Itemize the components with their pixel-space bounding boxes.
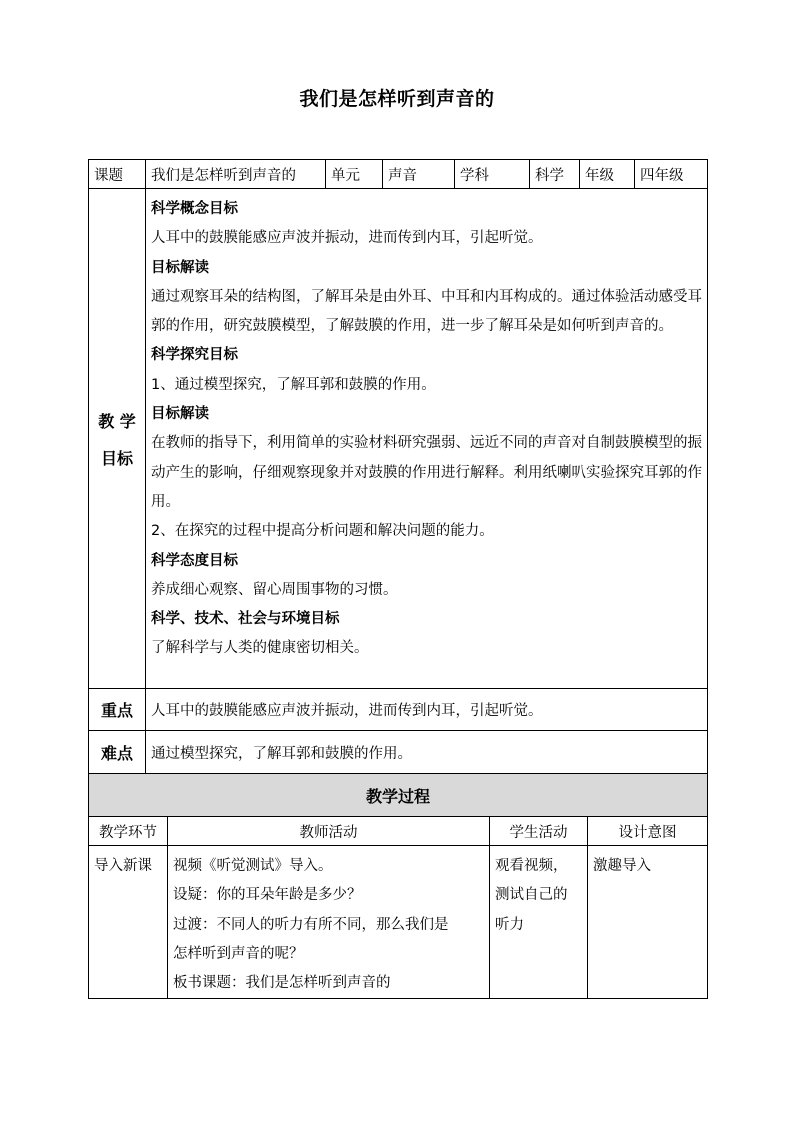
header-row	[89, 160, 708, 189]
teacher-line: 过渡：不同人的听力有所不同，那么我们是	[173, 916, 449, 933]
grade-value: 四年级	[635, 160, 708, 189]
process-row-intro	[89, 846, 708, 999]
interpret1-text: 通过观察耳朵的结构图，了解耳朵是由外耳、中耳和内耳构成的。通过体验活动感受耳郭的作用，研究鼓膜模型，了解鼓膜的作用，进一步了解耳朵是如何听到声音的。	[151, 288, 702, 335]
stage-text: 导入新课	[94, 858, 152, 874]
col-stage-header: 教学环节	[89, 817, 168, 846]
inquiry-item2: 2、在探究的过程中提高分析问题和解决问题的能力。	[151, 523, 494, 540]
difficult-point-text: 通过模型探究，了解耳郭和鼓膜的作用。	[146, 731, 708, 774]
lesson-info-table	[88, 159, 708, 774]
col-student-header: 学生活动	[490, 817, 588, 846]
process-header-row	[89, 817, 708, 846]
objectives-label-line1: 教 学	[98, 411, 136, 431]
objectives-label-line2: 目标	[100, 448, 133, 468]
interpret2-heading: 目标解读	[151, 406, 209, 423]
subject-value: 科学	[530, 160, 580, 189]
interpret2-text: 在教师的指导下，利用简单的实验材料研究强弱、远近不同的声音对自制鼓膜模型的振动产生的影响，仔细观察现象并对鼓膜的作用进行解释。利用纸喇叭实验探究耳郭的作用。	[151, 435, 702, 510]
concept-text: 人耳中的鼓膜能感应声波并振动，进而传到内耳，引起听觉。	[151, 230, 543, 247]
key-point-label: 重点	[89, 689, 146, 731]
key-point-text: 人耳中的鼓膜能感应声波并振动，进而传到内耳，引起听觉。	[146, 689, 708, 731]
student-line: 听力	[495, 916, 524, 933]
student-line: 观看视频，	[495, 858, 568, 874]
student-activity-cell	[490, 846, 588, 999]
teacher-line: 怎样听到声音的呢？	[173, 945, 304, 962]
difficult-point-label: 难点	[89, 731, 146, 774]
teaching-process-table	[88, 773, 708, 999]
teacher-line: 板书课题：我们是怎样听到声音的	[173, 975, 391, 992]
concept-heading: 科学概念目标	[151, 201, 238, 217]
unit-value: 声音	[383, 160, 455, 189]
process-band-title: 教学过程	[89, 774, 708, 817]
design-intent-cell	[588, 846, 708, 999]
sts-heading: 科学、技术、社会与环境目标	[151, 611, 340, 628]
inquiry-item1: 1、通过模型探究，了解耳郭和鼓膜的作用。	[151, 376, 436, 393]
objectives-row	[89, 189, 708, 689]
subject-label: 学科	[455, 160, 530, 189]
difficult-point-row	[89, 731, 708, 774]
stage-cell	[89, 846, 168, 999]
intent-text: 激趣导入	[593, 858, 651, 874]
teacher-line: 设疑：你的耳朵年龄是多少？	[173, 887, 362, 904]
document-title: 我们是怎样听到声音的	[299, 88, 495, 110]
teacher-line: 视频《听觉测试》导入。	[173, 858, 333, 874]
col-intent-header: 设计意图	[588, 817, 708, 846]
col-teacher-header: 教师活动	[168, 817, 490, 846]
teacher-activity-cell	[168, 846, 490, 999]
objectives-label	[89, 189, 146, 689]
grade-label: 年级	[580, 160, 635, 189]
course-label: 课题	[89, 160, 146, 189]
objectives-content	[146, 189, 708, 689]
sts-text: 了解科学与人类的健康密切相关。	[151, 640, 369, 657]
course-value: 我们是怎样听到声音的	[146, 160, 326, 189]
student-line: 测试自己的	[495, 887, 568, 904]
unit-label: 单元	[326, 160, 383, 189]
key-point-row	[89, 689, 708, 731]
attitude-text: 养成细心观察、留心周围事物的习惯。	[151, 581, 398, 598]
attitude-heading: 科学态度目标	[151, 552, 238, 569]
interpret1-heading: 目标解读	[151, 259, 209, 276]
inquiry-heading: 科学探究目标	[151, 347, 238, 364]
